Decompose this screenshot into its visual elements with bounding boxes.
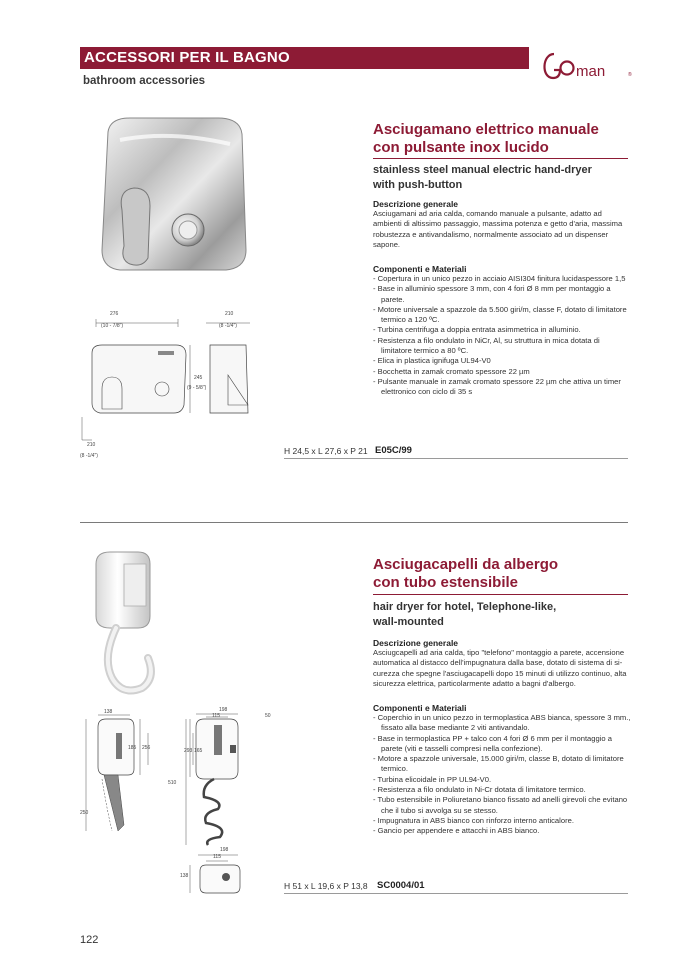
dim-165: 165	[194, 748, 203, 754]
product-2-components	[373, 713, 635, 837]
dim-50: 50	[265, 713, 271, 719]
product-2-dimensions: H 51 x L 19,6 x P 13,8	[284, 881, 368, 891]
list-item: - Resistenza a filo ondulato in NiCr, Al, su struttura in mica dotata di limitatore termico a 80 ºC.	[373, 336, 631, 357]
product-1-code: E05C/99	[375, 445, 412, 456]
hair-dryer-photo	[82, 548, 172, 698]
product-2-title: Asciugacapelli da albergo con tubo estensibile	[373, 556, 559, 591]
dim-base-in: (8 -1/4")	[80, 453, 98, 459]
product-1-subtitle: stainless steel manual electric hand-dryer with push-button	[373, 164, 592, 191]
dim-256: 256	[142, 745, 151, 751]
svg-text:man: man	[576, 63, 606, 80]
list-item: - Turbina centrifuga a doppia entrata asimmetrica in alluminio.	[373, 325, 631, 335]
dim-base: 210	[87, 442, 96, 448]
section-subtitle: bathroom accessories	[83, 75, 206, 87]
product-2-code-rule	[284, 893, 628, 894]
svg-text:®: ®	[628, 72, 632, 78]
list-item: - Elica in plastica ignifuga UL94-V0	[373, 356, 631, 366]
list-item: - Coperchio in un unico pezzo in termoplastica ABS bianca, spessore 3 mm., fissato alla base mediante 2 viti antivandalo.	[373, 713, 635, 734]
product-1-dimensions: H 24,5 x L 27,6 x P 21	[284, 446, 368, 456]
list-item: - Motore a spazzole universale, 15.000 giri/m, classe B, dotato di limitatore termico.	[373, 754, 635, 775]
page-number: 122	[80, 934, 99, 946]
dim-depth: 210	[225, 311, 234, 317]
dim-138: 138	[104, 709, 113, 715]
dim-293: 293	[184, 748, 193, 754]
list-item: - Copertura in un unico pezzo in acciaio AISI304 finitura lucidaspessore 1,5	[373, 274, 631, 284]
dim-198b: 198	[220, 847, 229, 853]
dim-138b: 138	[180, 873, 189, 879]
list-item: - Gancio per appendere e attacchi in ABS bianco.	[373, 826, 635, 836]
dim-width-in: (10 - 7/8")	[101, 323, 124, 329]
list-item: - Base in alluminio spessore 3 mm, con 4 fori Ø 8 mm per montaggio a parete.	[373, 284, 631, 305]
product-2-title-rule	[373, 594, 628, 595]
list-item: - Base in termoplastica PP + talco con 4 fori Ø 6 mm per il montaggio a parete (viti e tasselli compresi nella confezione).	[373, 734, 635, 755]
product-2-description: Asciugcapelli ad aria calda, tipo "telefono" montaggio a parete, accensione automatica al distacco dell'impugnatura dalla base, dotato di sistema di si- curezza che spegne l'asciugacapelli dopo 15 minuti di utilizzo continuo, alta sicurezza elettrica, particolarmente adatto a bagni d'albergo.	[373, 648, 627, 689]
hand-dryer-photo	[90, 110, 250, 285]
product-1-description: Asciugamani ad aria calda, comando manuale a pulsante, adatto ad ambienti di altissimo passaggio, massima potenza e getto d'aria, massima robustezza e antivandalismo, normalmente associato ad un dispenser sapone.	[373, 209, 623, 250]
product-2-subtitle: hair dryer for hotel, Telephone-like, wall-mounted	[373, 601, 557, 628]
dim-185: 185	[128, 745, 137, 751]
product-2-comp-heading: Componenti e Materiali	[373, 703, 467, 713]
goman-logo	[540, 48, 636, 84]
dim-depth-in: (8 -1/4")	[219, 323, 237, 329]
dim-height-in: (9 - 5/8")	[187, 385, 207, 391]
dim-115b: 115	[213, 854, 221, 860]
section-divider	[80, 522, 628, 523]
list-item: - Turbina elicoidale in PP UL94-V0.	[373, 775, 635, 785]
product-1-comp-heading: Componenti e Materiali	[373, 264, 467, 274]
list-item: - Pulsante manuale in zamak cromato spessore 22 µm che attiva un timer elettronico con ciclo di 35 s	[373, 377, 631, 398]
hand-dryer-drawing	[78, 305, 263, 465]
list-item: - Resistenza a filo ondulato in Ni-Cr dotata di limitatore termico.	[373, 785, 635, 795]
product-1-title-rule	[373, 158, 628, 159]
dim-height: 245	[194, 375, 203, 381]
dim-250: 250	[80, 810, 89, 816]
list-item: - Tubo estensibile in Poliuretano bianco fissato ad anelli girevoli che evitano che il tubo si avvolga su se stesso.	[373, 795, 635, 816]
product-1-desc-heading: Descrizione generale	[373, 199, 459, 209]
product-1-title: Asciugamano elettrico manuale con pulsante inox lucido	[373, 121, 599, 156]
product-2-desc-heading: Descrizione generale	[373, 638, 459, 648]
section-title: ACCESSORI PER IL BAGNO	[84, 49, 290, 66]
product-1-code-rule	[284, 458, 628, 459]
dim-198: 198	[219, 707, 228, 713]
dim-width: 276	[110, 311, 119, 317]
list-item: - Motore universale a spazzole da 5.500 giri/m, classe F, dotato di limitatore termico a 120 ºC.	[373, 305, 631, 326]
list-item: - Bocchetta in zamak cromato spessore 22 µm	[373, 367, 631, 377]
list-item: - Impugnatura in ABS bianco con rinforzo interno anticalore.	[373, 816, 635, 826]
hair-dryer-drawing	[78, 705, 278, 900]
product-2-code: SC0004/01	[377, 880, 425, 891]
dim-510: 510	[168, 780, 177, 786]
product-1-components	[373, 274, 631, 398]
dim-115: 115	[212, 713, 220, 719]
